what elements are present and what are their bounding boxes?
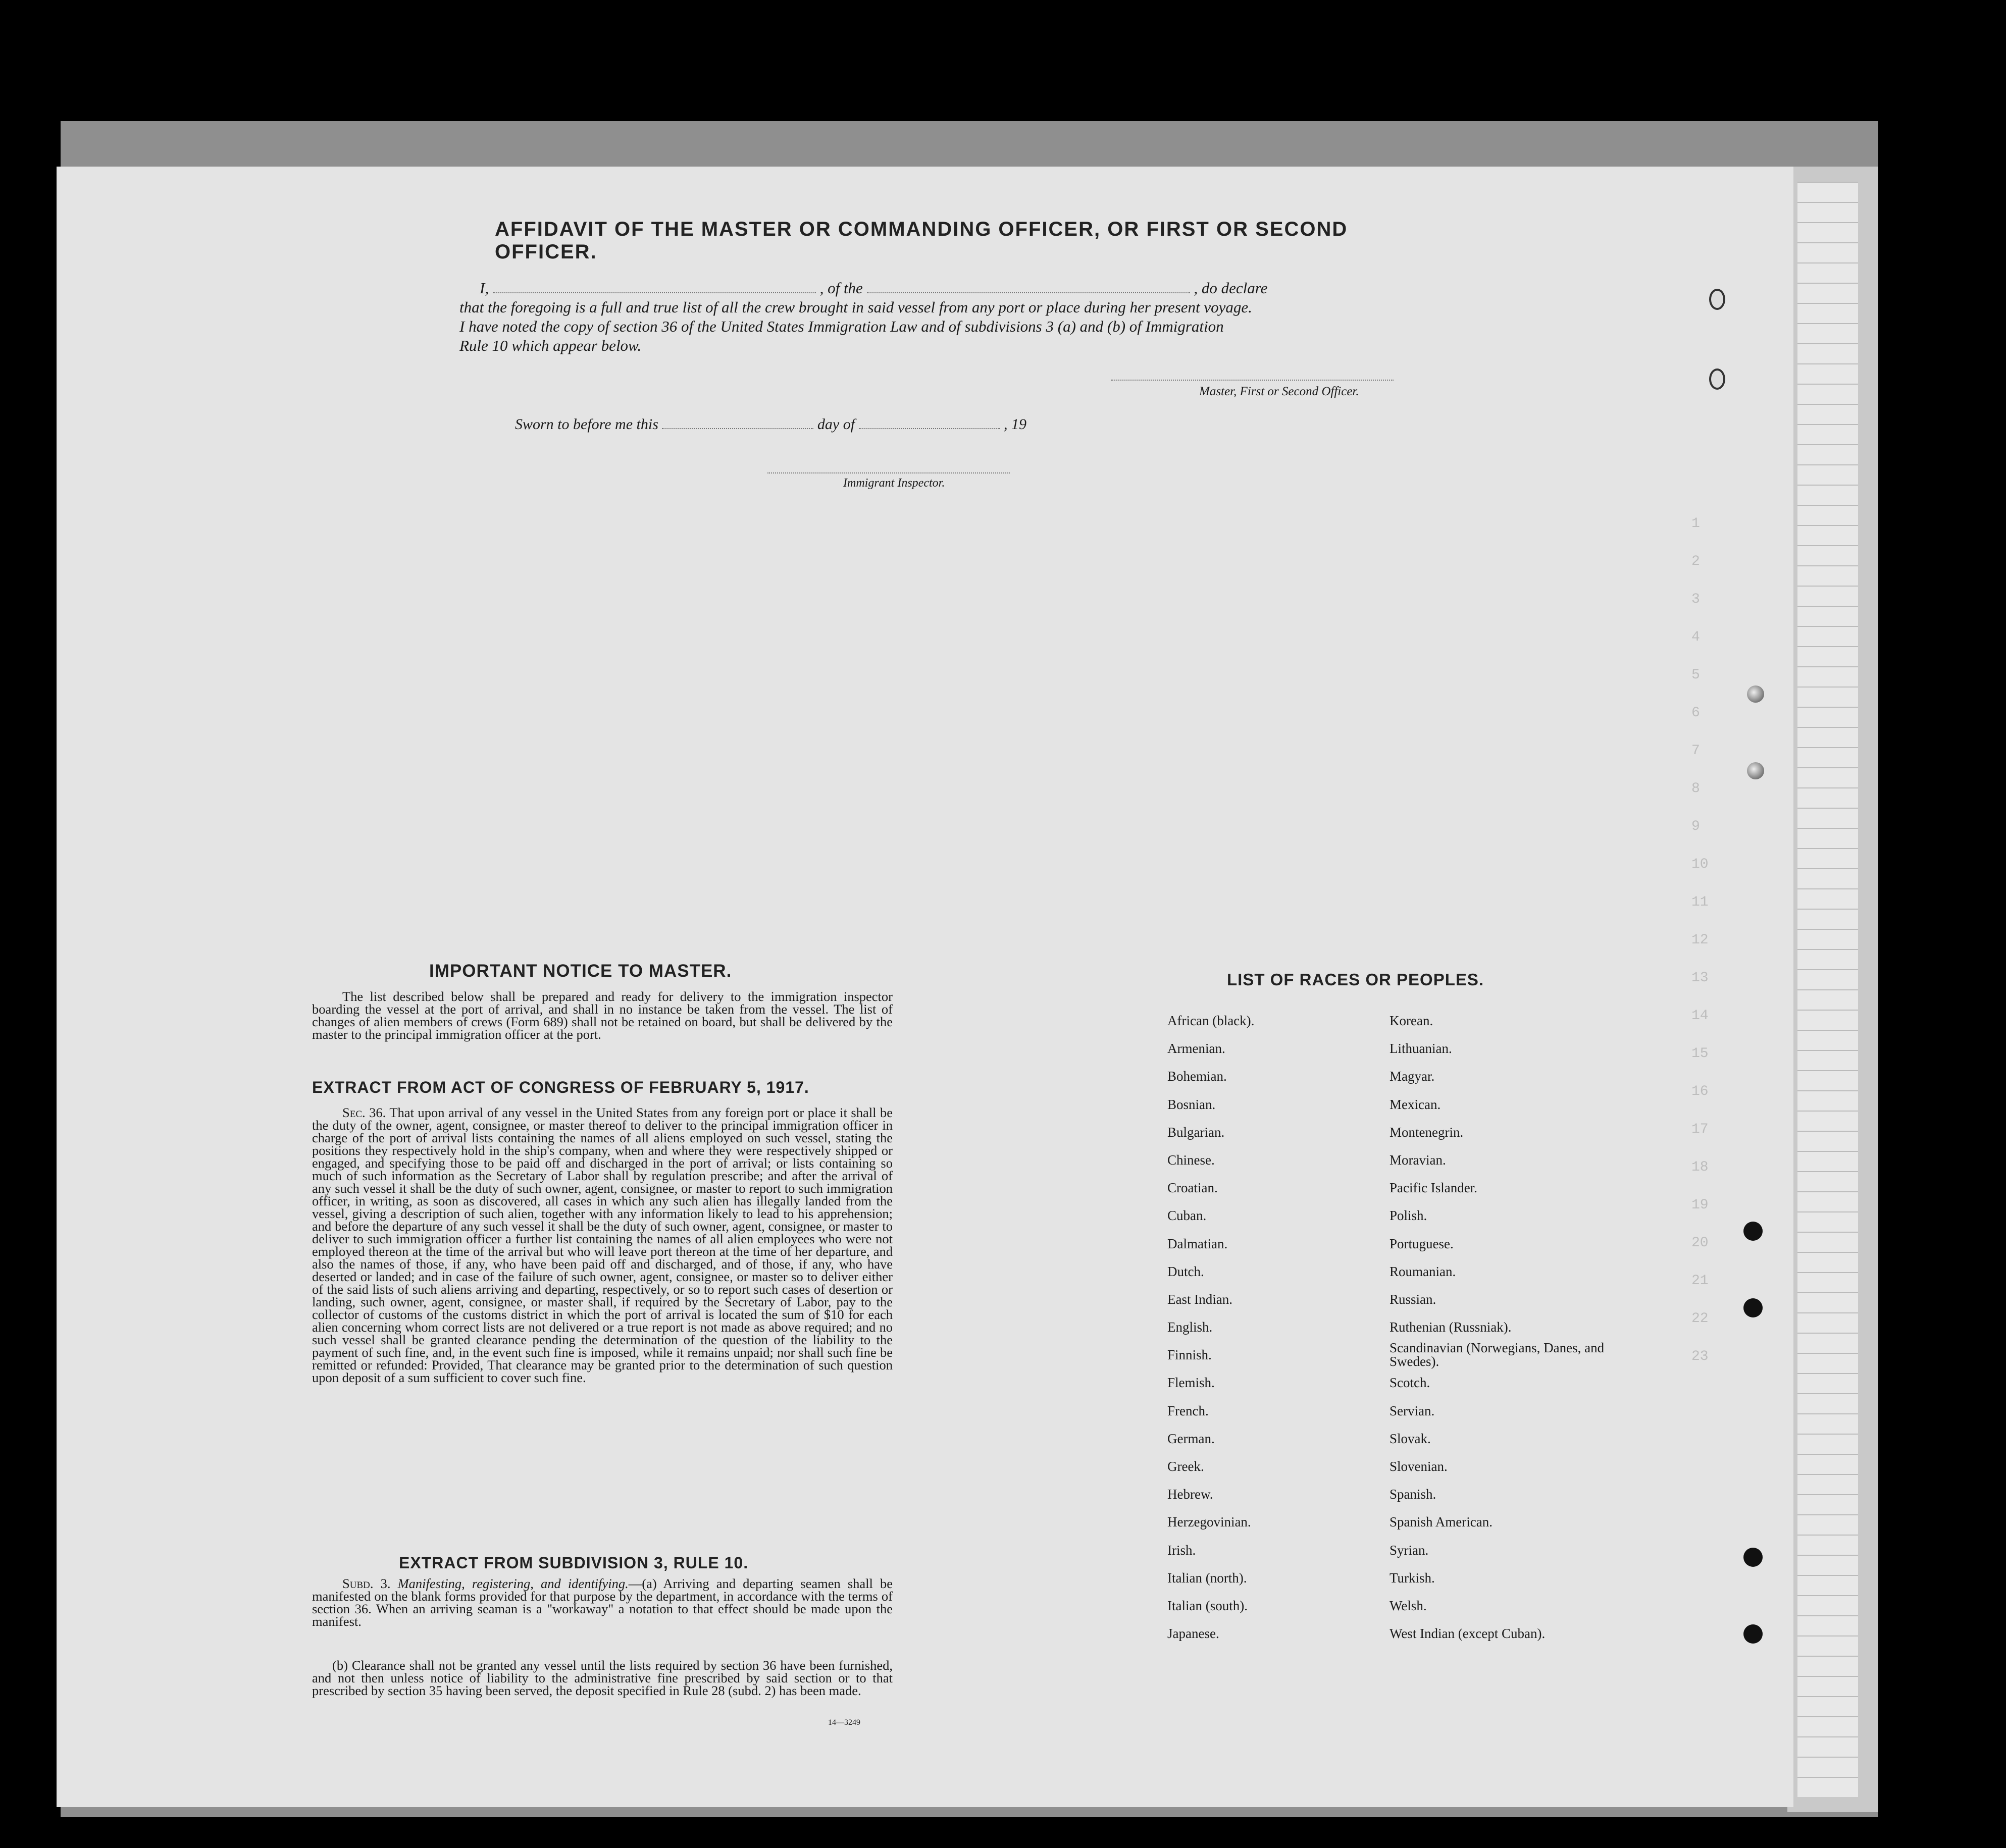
- sworn-month-blank[interactable]: [859, 428, 1000, 429]
- races-left-column: [1167, 1007, 1379, 1648]
- race-item: Chinese.: [1167, 1152, 1215, 1168]
- subdivision-3b-text: (b) Clearance shall not be granted any vessel until the lists required by section 36 have been furnished, and not then unless notice of liability to the administrative fine prescribed by said section or to that prescribed by section 35 having been served, the deposit specified in Rule 28 (subd. 2) has been made.: [312, 1658, 893, 1698]
- binder-hole: [1709, 289, 1725, 310]
- binder-hole: [1747, 762, 1764, 779]
- binder-hole: [1743, 1548, 1763, 1567]
- race-item: Italian (north).: [1167, 1570, 1247, 1586]
- race-item: Slovak.: [1390, 1431, 1431, 1446]
- race-item: Italian (south).: [1167, 1598, 1248, 1613]
- race-item: Dalmatian.: [1167, 1236, 1228, 1251]
- form-number: 14—3249: [828, 1718, 860, 1727]
- subdivision-3a-text: Subd. 3. Manifesting, registering, and identifying.—(a) Arriving and departing seamen shall be manifested on the blank forms provided for that purpose by the department, in accordance with the terms of section 36. When an arriving seaman is a "workaway" a notation to that effect should be made upon the manifest.: [312, 1576, 893, 1629]
- race-item: Polish.: [1390, 1208, 1427, 1224]
- sworn-day-blank[interactable]: [662, 428, 813, 429]
- race-item: English.: [1167, 1319, 1213, 1335]
- sworn-line: Sworn to before me this day of , 19: [515, 416, 1027, 433]
- race-item: Bohemian.: [1167, 1069, 1227, 1084]
- race-item: Montenegrin.: [1390, 1124, 1464, 1140]
- affidavit-line-1: I, , of the , do declare: [480, 279, 1268, 297]
- extract-rule-heading: EXTRACT FROM SUBDIVISION 3, RULE 10.: [399, 1554, 749, 1572]
- race-item: Dutch.: [1167, 1263, 1204, 1279]
- affidavit-title: AFFIDAVIT OF THE MASTER OR COMMANDING OFFICER, OR FIRST OR SECOND OFFICER.: [495, 218, 1348, 263]
- signature-line[interactable]: [1111, 380, 1394, 381]
- race-item: Armenian.: [1167, 1041, 1225, 1057]
- race-item: Welsh.: [1390, 1598, 1427, 1613]
- race-item: Moravian.: [1390, 1152, 1446, 1168]
- race-item: German.: [1167, 1431, 1215, 1446]
- binder-hole: [1743, 1222, 1763, 1241]
- inspector-signature-line[interactable]: [767, 472, 1010, 473]
- ruled-manifest-strip: [1797, 182, 1858, 1797]
- bleed-through-row-numbers: 1 2 3 4 5 6 7 8 9 10 11 12 13 14 15 16 17 18 19 20 21 22 23: [1691, 516, 1709, 1364]
- race-item: Greek.: [1167, 1459, 1204, 1474]
- signature-label: Master, First or Second Officer.: [1199, 385, 1359, 398]
- affidavit-line-3: I have noted the copy of section 36 of the United States Immigration Law and of subdivisions 3 (a) and (b) of Immigration: [459, 318, 1224, 335]
- notice-heading: IMPORTANT NOTICE TO MASTER.: [429, 961, 732, 981]
- race-item: Slovenian.: [1390, 1459, 1448, 1474]
- race-item: Flemish.: [1167, 1375, 1215, 1391]
- race-item: Syrian.: [1390, 1542, 1429, 1558]
- race-item: Bosnian.: [1167, 1096, 1216, 1112]
- race-item: Ruthenian (Russniak).: [1390, 1319, 1512, 1335]
- race-item: Spanish American.: [1390, 1514, 1493, 1530]
- notice-text: The list described below shall be prepared and ready for delivery to the immigration inspector boarding the vessel at the port of arrival, and shall in no instance be taken from the vessel. The list of changes of alien members of crews (Form 689) shall not be retained on board, but shall be delivered by the master to the principal immigration officer at the port.: [312, 989, 893, 1042]
- inspector-label: Immigrant Inspector.: [843, 477, 945, 490]
- extract-act-heading: EXTRACT FROM ACT OF CONGRESS OF FEBRUARY 5, 1917.: [312, 1078, 809, 1096]
- name-blank[interactable]: [493, 292, 816, 293]
- races-right-column: [1390, 1007, 1612, 1648]
- race-item: West Indian (except Cuban).: [1390, 1626, 1546, 1642]
- race-item: East Indian.: [1167, 1291, 1232, 1307]
- binder-hole: [1743, 1298, 1763, 1317]
- race-item: Magyar.: [1390, 1069, 1435, 1084]
- race-item: Lithuanian.: [1390, 1041, 1452, 1057]
- race-item: Portuguese.: [1390, 1236, 1454, 1251]
- section-36-text: Sec. 36. That upon arrival of any vessel in the United States from any foreign port or place it shall be the duty of the owner, agent, consignee, or master thereof to deliver to the principal immigration officer in charge of the port of arrival lists containing the names of all aliens employed on such vessel, stating the positions they respectively hold in the ship's company, when and where they were respectively shipped or engaged, and specifying those to be paid off and discharged in the port of arrival; or lists containing so much of such information as the Secretary of Labor shall by regulation prescribe; and after the arrival of any such vessel it shall be the duty of such owner, agent, consignee, or master to report to such immigration officer, in writing, as soon as discovered, all cases in which any such alien has illegally landed from the vessel, giving a description of such alien, together with any information likely to lead to his apprehension; and before the departure of any such vessel it shall be the duty of such owner, agent, consignee, or master to deliver to such immigration officer a further list containing the names of all alien employees who were not employed thereon at the time of the arrival but who will leave port thereon at the time of her departure, and also the names of those, if any, who have been paid off and discharged, and of those, if any, who have deserted or landed; and in case of the failure of such owner, agent, consignee, or master so to deliver either of the said lists of such aliens arriving and departing, respectively, or so to report such cases of desertion or landing, such owner, agent, consignee, or master shall, if required by the Secretary of Labor, pay to the collector of customs of the customs district in which the port of arrival is located the sum of $10 for each alien concerning whom correct lists are not delivered or a true report is not made as above required; and no such vessel shall be granted clearance pending the determination of the question of the liability to the payment of such fine, and, in the event such fine is imposed, while it remains unpaid; nor shall such fine be remitted or refunded: Provided, That clearance may be granted prior to the determination of such question upon deposit of a sum sufficient to cover such fine.: [312, 1105, 893, 1385]
- race-item: Pacific Islander.: [1390, 1180, 1477, 1196]
- race-item: Herzegovinian.: [1167, 1514, 1251, 1530]
- race-item: Turkish.: [1390, 1570, 1435, 1586]
- binder-hole: [1747, 685, 1764, 703]
- races-heading: LIST OF RACES OR PEOPLES.: [1227, 970, 1484, 989]
- race-item: Korean.: [1390, 1013, 1433, 1028]
- race-item: Scandinavian (Norwegians, Danes, and Swedes).: [1390, 1340, 1605, 1369]
- race-item: Servian.: [1390, 1403, 1435, 1418]
- affidavit-line-2: that the foregoing is a full and true list of all the crew brought in said vessel from any port or place during her present voyage.: [459, 298, 1252, 316]
- race-item: African (black).: [1167, 1013, 1255, 1028]
- vessel-blank[interactable]: [867, 292, 1190, 293]
- race-item: Croatian.: [1167, 1180, 1218, 1196]
- race-item: Roumanian.: [1390, 1263, 1456, 1279]
- race-item: Spanish.: [1390, 1487, 1436, 1502]
- binder-hole: [1743, 1624, 1763, 1644]
- race-item: Mexican.: [1390, 1096, 1441, 1112]
- race-item: Bulgarian.: [1167, 1124, 1225, 1140]
- binder-hole: [1709, 368, 1725, 390]
- race-item: Scotch.: [1390, 1375, 1430, 1391]
- race-item: Russian.: [1390, 1291, 1436, 1307]
- race-item: Irish.: [1167, 1542, 1196, 1558]
- race-item: Finnish.: [1167, 1347, 1212, 1363]
- race-item: Cuban.: [1167, 1208, 1207, 1224]
- race-item: Hebrew.: [1167, 1487, 1213, 1502]
- affidavit-line-4: Rule 10 which appear below.: [459, 337, 642, 354]
- race-item: Japanese.: [1167, 1626, 1219, 1642]
- race-item: French.: [1167, 1403, 1209, 1418]
- affidavit-declaration: [459, 279, 1419, 355]
